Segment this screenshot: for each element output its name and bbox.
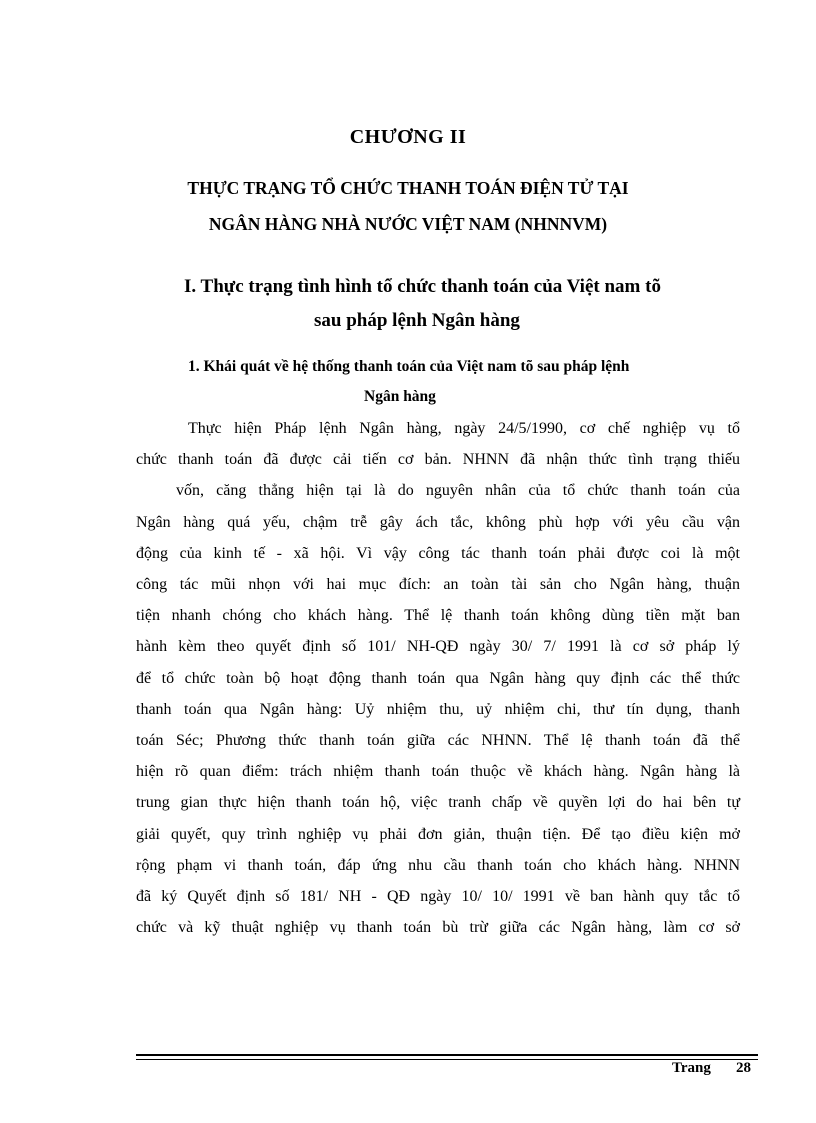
subsection-heading [130,352,750,412]
subsection-heading-line-2: Ngân hàng [364,388,436,405]
section-heading-line-1: I. Thực trạng tình hình tổ chức thanh toán của Việt nam tõ [184,276,661,297]
chapter-title-line-2: NGÂN HÀNG NHÀ NƯỚC VIỆT NAM (NHNNVM) [208,214,608,234]
body-line: trung gian thực hiện thanh toán hộ, việc tranh chấp về quyền lợi do hai bên tự [136,794,740,812]
body-line: vốn, căng thẳng hiện tại là do nguyên nhân của tổ chức thanh toán của [176,482,740,500]
section-heading [120,270,760,338]
body-line: rộng phạm vi thanh toán, đáp ứng nhu cầu thanh toán cho khách hàng. NHNN [136,856,740,874]
body-line: hiện rõ quan điểm: trách nhiệm thanh toán thuộc về khách hàng. Ngân hàng là [136,763,740,781]
body-line: động của kinh tế - xã hội. Vì vậy công tác thanh toán phải được coi là một [136,544,740,562]
chapter-title-line-1: THỰC TRẠNG TỔ CHỨC THANH TOÁN ĐIỆN TỬ TẠI [187,178,629,198]
footer-page-number: 28 [736,1060,751,1076]
body-line: hành kèm theo quyết định số 101/ NH-QĐ ngày 30/ 7/ 1991 là cơ sở pháp lý [136,638,740,656]
body-line: để tổ chức toàn bộ hoạt động thanh toán qua Ngân hàng quy định các thể thức [136,669,740,687]
body-line: đã ký Quyết định số 181/ NH - QĐ ngày 10/ 10/ 1991 về ban hành quy tắc tổ [136,888,740,906]
body-line: chức và kỹ thuật nghiệp vụ thanh toán bù trừ giữa các Ngân hàng, làm cơ sở [136,919,740,937]
body-line: tiện nhanh chóng cho khách hàng. Thể lệ thanh toán không dùng tiền mặt ban [136,607,740,625]
section-heading-line-2: sau pháp lệnh Ngân hàng [314,310,520,331]
body-line: giải quyết, quy trình nghiệp vụ phải đơn giản, thuận tiện. Để tạo điều kiện mở [136,825,740,843]
body-line: Thực hiện Pháp lệnh Ngân hàng, ngày 24/5/1990, cơ chế nghiệp vụ tổ [188,420,740,437]
footer-page-label: Trang [672,1060,711,1076]
chapter-title [108,170,708,242]
body-line: công tác mũi nhọn với hai mục đích: an toàn tài sản cho Ngân hàng, thuận [136,576,740,594]
body-line: Ngân hàng quá yếu, chậm trễ gây ách tắc, không phù hợp với yêu cầu vận [136,513,740,531]
subsection-heading-line-1: 1. Khái quát về hệ thống thanh toán của Việt nam tõ sau pháp lệnh [188,358,630,375]
body-line: thanh toán qua Ngân hàng: Uỷ nhiệm thu, uỷ nhiệm chi, thư tín dụng, thanh [136,700,740,718]
chapter-label: CHƯƠNG II [349,126,467,148]
body-line: chức thanh toán đã được cải tiến cơ bản. NHNN đã nhận thức tình trạng thiếu [136,451,740,469]
body-paragraph [136,413,740,943]
body-line: toán Séc; Phương thức thanh toán giữa các NHNN. Thể lệ thanh toán đã thể [136,732,740,750]
footer-divider [136,1054,758,1060]
